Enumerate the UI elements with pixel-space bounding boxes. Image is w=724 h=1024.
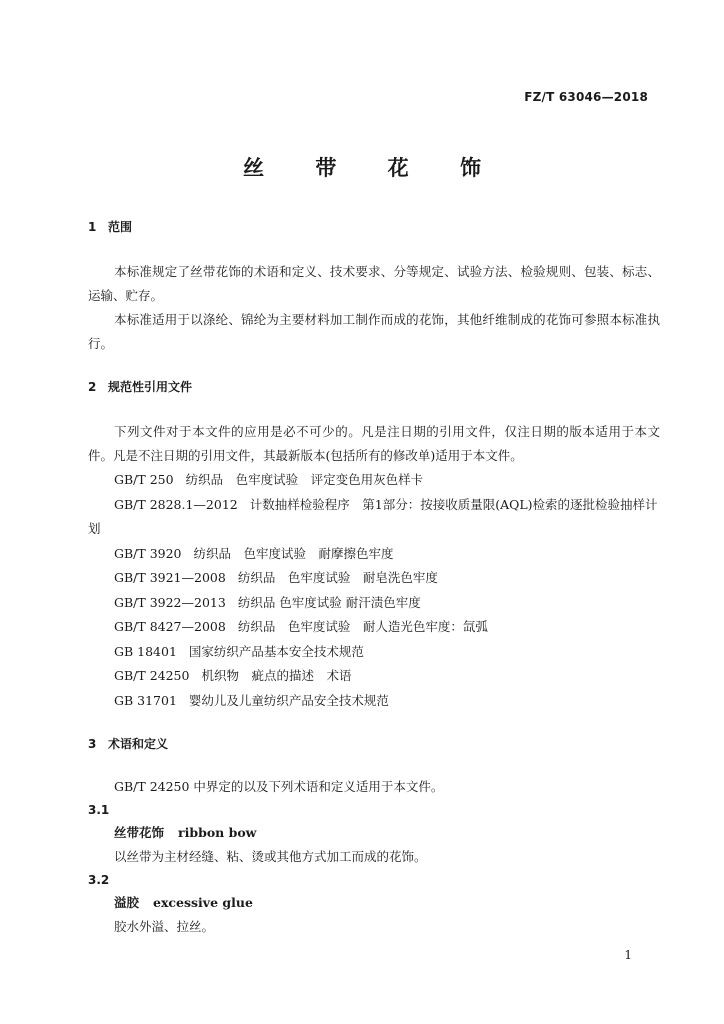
term-name-cn: 丝带花饰 <box>114 825 165 840</box>
section-number: 3 <box>88 737 97 751</box>
term-name-cn: 溢胶 <box>114 895 140 910</box>
paragraph: GB/T 24250 中界定的以及下列术语和定义适用于本文件。 <box>114 779 444 794</box>
reference-title: 国家纺织产品基本安全技术规范 <box>188 643 364 659</box>
reference-item <box>88 640 660 665</box>
section-number: 1 <box>88 220 97 234</box>
reference-title: 纺织品 色牢度试验 耐摩擦色牢度 <box>193 545 394 561</box>
reference-code: GB/T 2828.1—2012 <box>114 496 238 512</box>
section-number: 2 <box>88 380 97 394</box>
reference-title: 纺织品 色牢度试验 耐皂洗色牢度 <box>237 570 438 585</box>
reference-item <box>88 542 660 567</box>
section-title: 范围 <box>108 220 133 234</box>
paragraph: 本标准适用于以涤纶、锦纶为主要材料加工制作而成的花饰，其他纤维制成的花饰可参照本标准执行。 <box>88 312 660 351</box>
document-title: 丝 带 花 饰 <box>243 156 503 180</box>
reference-item <box>88 615 660 640</box>
term-definition: 以丝带为主材经缝、粘、烫或其他方式加工而成的花饰。 <box>114 849 427 864</box>
term-name <box>88 821 660 845</box>
section-heading-scope <box>88 218 660 236</box>
reference-title: 纺织品 色牢度试验 耐汗渍色牢度 <box>237 594 421 610</box>
reference-code: GB 18401 <box>114 643 177 659</box>
reference-item <box>88 566 660 591</box>
reference-code: GB 31701 <box>114 692 177 708</box>
paragraph: 下列文件对于本文件的应用是必不可少的。凡是注日期的引用文件，仅注日期的版本适用于本文件。凡是不注日期的引用文件，其最新版本(包括所有的修改单)适用于本文件。 <box>88 424 660 463</box>
reference-item <box>88 664 660 689</box>
reference-code: GB/T 8427—2008 <box>114 619 226 634</box>
reference-title: 纺织品 色牢度试验 评定变色用灰色样卡 <box>185 472 424 487</box>
term-name-en: ribbon bow <box>178 825 257 840</box>
reference-item <box>88 591 660 616</box>
section-title: 术语和定义 <box>108 737 169 751</box>
section-heading-normative-references <box>88 378 660 396</box>
reference-code: GB/T 24250 <box>114 668 190 683</box>
reference-title: 纺织品 色牢度试验 耐人造光色牢度：氙弧 <box>237 619 488 634</box>
standard-code: FZ/T 63046—2018 <box>524 90 648 104</box>
page-number: 1 <box>624 948 632 962</box>
reference-code: GB/T 250 <box>114 472 174 487</box>
term-name <box>88 891 660 915</box>
term-number: 3.1 <box>88 803 110 817</box>
reference-item <box>88 493 660 542</box>
reference-item <box>88 468 660 493</box>
reference-title: 计数抽样检验程序 第1部分：按接收质量限(AQL)检索的逐批检验抽样计划 <box>88 496 658 536</box>
term-number: 3.2 <box>88 873 110 887</box>
reference-code: GB/T 3922—2013 <box>114 594 226 610</box>
reference-title: 婴幼儿及儿童纺织产品安全技术规范 <box>188 692 389 708</box>
reference-item <box>88 689 660 714</box>
section-title: 规范性引用文件 <box>108 380 193 394</box>
reference-code: GB/T 3920 <box>114 545 182 561</box>
term-name-en: excessive glue <box>153 895 253 910</box>
section-heading-terms-definitions <box>88 735 660 753</box>
document-body <box>88 218 660 939</box>
reference-code: GB/T 3921—2008 <box>114 570 226 585</box>
reference-title: 机织物 疵点的描述 术语 <box>201 668 352 683</box>
term-definition: 胶水外溢、拉丝。 <box>114 919 215 934</box>
paragraph: 本标准规定了丝带花饰的术语和定义、技术要求、分等规定、试验方法、检验规则、包装、标志、运输、贮存。 <box>88 264 660 303</box>
